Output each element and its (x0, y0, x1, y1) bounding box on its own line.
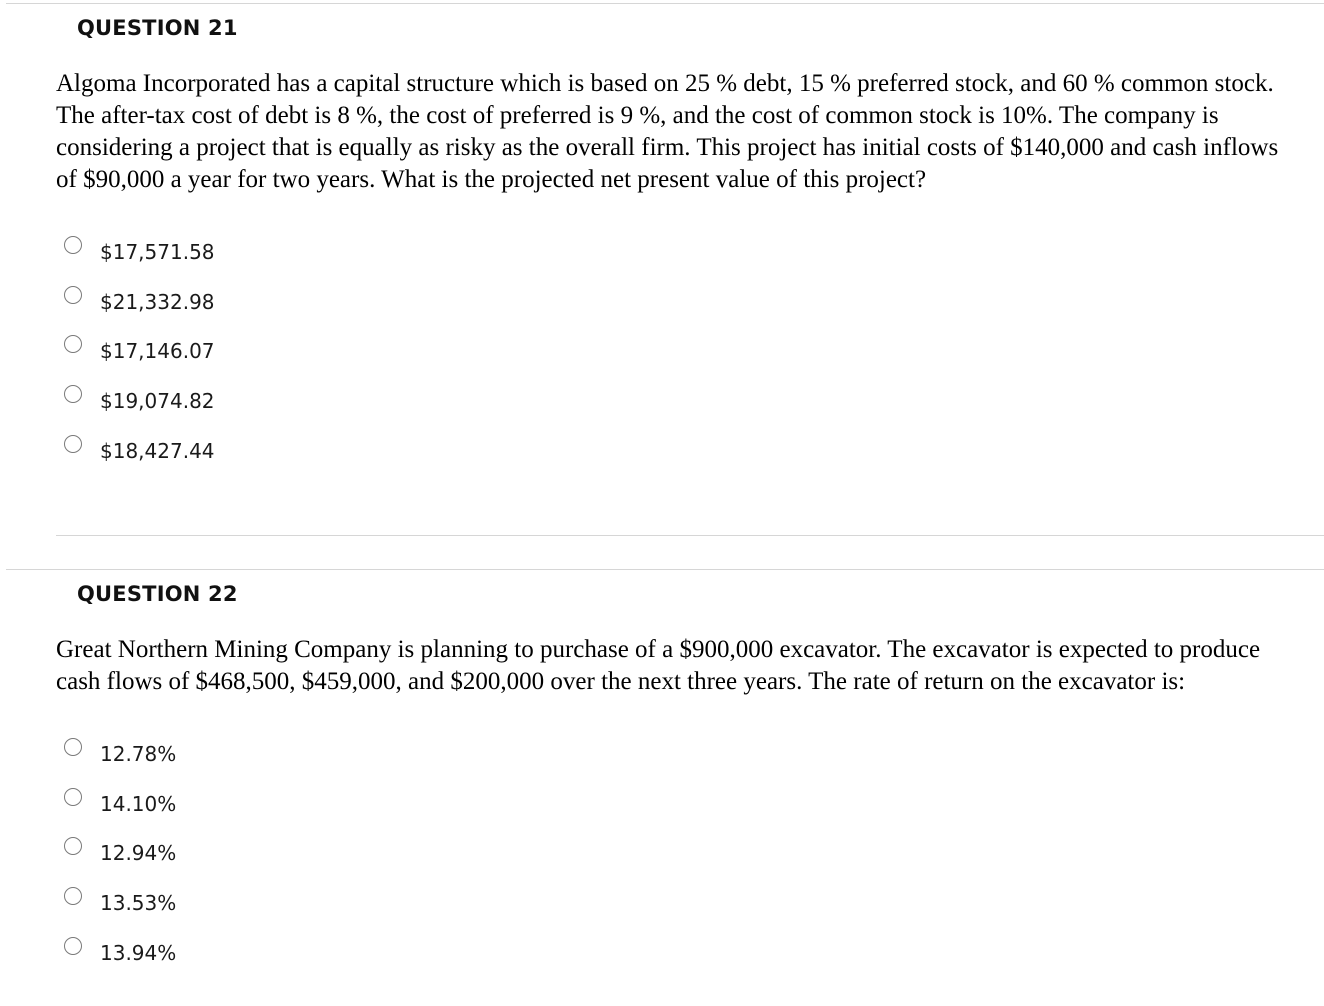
answer-label: $18,427.44 (100, 438, 215, 463)
answer-label: $17,571.58 (100, 240, 215, 264)
question-divider (56, 535, 1324, 536)
answer-label: $17,146.07 (100, 339, 215, 364)
radio-button[interactable] (64, 837, 82, 855)
section-divider (6, 569, 1324, 570)
radio-button[interactable] (64, 887, 82, 905)
answer-label: 12.94% (100, 841, 177, 866)
radio-button[interactable] (64, 286, 82, 304)
radio-button[interactable] (64, 335, 82, 353)
question-text: Great Northern Mining Company is planning to purchase of a $900,000 excavator. The excavator is expected to produce cash flows of $468,500, $459,000, and $200,000 over the next three years. The rate of return on the excavator is: (56, 636, 1261, 695)
question-text: Algoma Incorporated has a capital structure which is based on 25 % debt, 15 % preferred stock, and 60 % common stock. The after-tax cost of debt is 8 %, the cost of preferred is 9 %, and the cost of common stock is 10%. The company is considering a project that is equally as risky as the overall firm. This project has initial costs of $140,000 and cash inflows of $90,000 a year for two years. What is the projected net present value of this project? (56, 70, 1279, 193)
answer-label: $21,332.98 (100, 289, 215, 314)
top-divider (6, 3, 1324, 4)
answer-label: 13.53% (100, 891, 177, 916)
radio-button[interactable] (64, 788, 82, 806)
radio-button[interactable] (64, 435, 82, 453)
question-title: QUESTION 22 (77, 582, 238, 606)
radio-button[interactable] (64, 738, 82, 756)
question-title: QUESTION 21 (77, 16, 238, 40)
answer-label: 12.78% (100, 742, 177, 766)
radio-button[interactable] (64, 236, 82, 254)
answer-label: 14.10% (100, 791, 177, 816)
radio-button[interactable] (64, 937, 82, 955)
answer-label: 13.94% (100, 940, 177, 965)
answer-label: $19,074.82 (100, 389, 215, 414)
radio-button[interactable] (64, 385, 82, 403)
